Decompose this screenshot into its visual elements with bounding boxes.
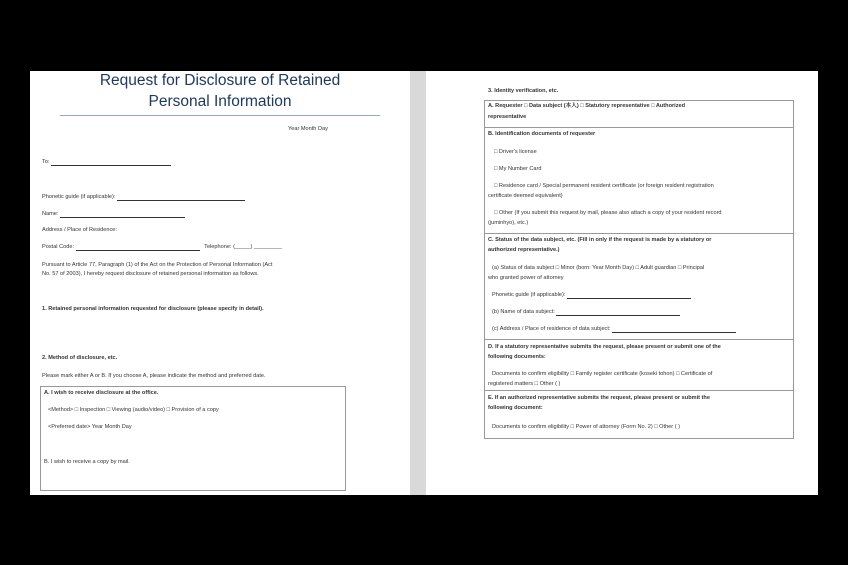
C-address-field[interactable] (612, 327, 736, 333)
pursuant-line2: No. 57 of 2003), I hereby request disclosure of retained personal information as follows. (42, 271, 259, 277)
section2-heading: 2. Method of disclosure, etc. (42, 355, 118, 361)
title-rule (60, 115, 380, 116)
A-line2: representative (488, 114, 527, 120)
telephone-field[interactable]: Telephone: (_____) _________ (204, 244, 282, 250)
drivers-license-option[interactable]: □ Driver's license (494, 149, 537, 155)
section3-heading: 3. Identity verification, etc. (488, 88, 559, 94)
E-heading-line2: following document: (488, 405, 543, 411)
C-name-field[interactable] (556, 310, 680, 316)
preferred-date-line[interactable]: <Preferred date> Year Month Day (48, 424, 132, 430)
residence-card-option[interactable]: □ Residence card / Special permanent resident certificate (or foreign resident registration (494, 183, 714, 189)
C-heading-line2: authorized representative.) (488, 247, 560, 253)
D-docs-line1[interactable]: Documents to confirm eligibility □ Family register certificate (koseki tohon) □ Certificate of (492, 371, 713, 377)
form-title-line1: Request for Disclosure of Retained (99, 72, 341, 89)
method-box (40, 386, 346, 491)
date-line: Year Month Day (288, 126, 328, 132)
row-divider (484, 127, 794, 128)
row-divider (484, 233, 794, 234)
row-divider (484, 339, 794, 340)
phonetic-field[interactable] (117, 195, 245, 201)
other-id-option[interactable]: □ Other (If you submit this request by mail, please also attach a copy of your resident record (494, 210, 722, 216)
E-heading-line1: E. If an authorized representative submits the request, please present or submit the (488, 395, 710, 401)
C-phonetic-label: Phonetic guide (if applicable): (492, 292, 566, 298)
D-docs-line2[interactable]: registered matters □ Other ( ) (488, 381, 561, 387)
address-label: Address / Place of Residence: (42, 227, 117, 233)
option-b[interactable]: B. I wish to receive a copy by mail. (44, 459, 130, 465)
to-label: To: (42, 159, 50, 165)
postal-field[interactable] (76, 245, 200, 251)
name-field[interactable] (60, 212, 185, 218)
page-gap (410, 71, 426, 495)
form-title-line2: Personal Information (148, 93, 292, 110)
residence-card-line2: certificate deemed equivalent) (488, 193, 563, 199)
row-divider (484, 390, 794, 391)
to-field[interactable] (51, 160, 171, 166)
option-a[interactable]: A. I wish to receive disclosure at the office. (44, 390, 159, 396)
C-name-label: (b) Name of data subject: (492, 309, 555, 315)
B-heading: B. Identification documents of requester (488, 131, 596, 137)
form-page-right (426, 71, 818, 495)
postal-label: Postal Code: (42, 244, 75, 250)
D-heading-line2: following documents: (488, 354, 546, 360)
C-heading-line1: C. Status of the data subject, etc. (Fill in only if the request is made by a statutory or (488, 237, 712, 243)
form-page-left (30, 71, 410, 495)
my-number-card-option[interactable]: □ My Number Card (494, 166, 542, 172)
section1-heading: 1. Retained personal information requested for disclosure (please specify in detail). (42, 306, 264, 312)
C-status-line1[interactable]: (a) Status of data subject □ Minor (born: Year Month Day) □ Adult guardian □ Principal (492, 265, 705, 271)
pursuant-line1: Pursuant to Article 77, Paragraph (1) of the Act on the Protection of Personal Information (Act (42, 262, 273, 268)
name-label: Name: (42, 211, 59, 217)
A-line1[interactable]: A. Requester □ Data subject (本人) □ Statutory representative □ Authorized (488, 103, 686, 109)
phonetic-label: Phonetic guide (if applicable): (42, 194, 116, 200)
method-line[interactable]: <Method> □ Inspection □ Viewing (audio/video) □ Provision of a copy (48, 407, 219, 413)
D-heading-line1: D. If a statutory representative submits the request, please present or submit one of the (488, 344, 721, 350)
C-phonetic-field[interactable] (567, 293, 691, 299)
other-id-line2: (juminhyo), etc.) (488, 220, 529, 226)
C-status-line2: who granted power of attorney (488, 275, 564, 281)
please-mark-text: Please mark either A or B. If you choose A, please indicate the method and preferred date. (42, 373, 266, 379)
C-address-label: (c) Address / Place of residence of data subject: (492, 326, 611, 332)
E-docs-line[interactable]: Documents to confirm eligibility □ Power of attorney (Form No. 2) □ Other ( ) (492, 424, 680, 430)
